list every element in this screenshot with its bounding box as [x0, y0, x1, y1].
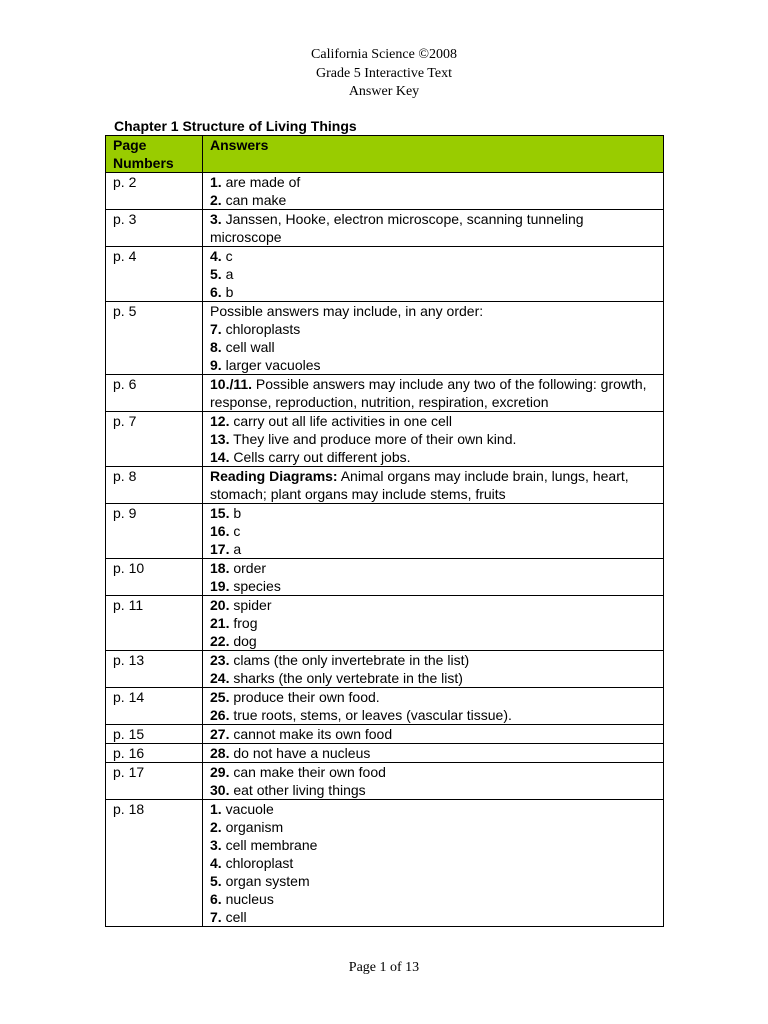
answer-text: c [229, 523, 241, 539]
page-number-cell: p. 11 [106, 596, 203, 651]
page-footer: Page 1 of 13 [348, 960, 420, 975]
answer-line [210, 247, 659, 265]
answer-number: 3. [210, 837, 222, 853]
answers-cell [203, 467, 664, 504]
answer-number: 30. [210, 782, 230, 798]
table-body [106, 173, 664, 927]
table-row [106, 173, 664, 210]
header-line-1: California Science ©2008 [311, 47, 457, 62]
answer-line [210, 522, 659, 540]
answer-text: eat other living things [229, 782, 366, 798]
answers-cell [203, 302, 664, 375]
answer-text: nucleus [221, 891, 274, 907]
answer-line [210, 191, 659, 209]
answer-line [210, 540, 659, 558]
answer-number: 22. [210, 633, 230, 649]
answer-line [210, 614, 659, 632]
answer-text: spider [229, 597, 272, 613]
table-row [106, 559, 664, 596]
answer-number: 7. [210, 909, 222, 925]
answers-cell [203, 800, 664, 927]
answer-text: do not have a nucleus [229, 745, 371, 761]
answer-line [210, 744, 659, 762]
answer-line [210, 265, 659, 283]
page-number-cell: p. 3 [106, 210, 203, 247]
answer-number: Reading Diagrams: [210, 468, 338, 484]
answers-cell [203, 247, 664, 302]
answers-cell [203, 725, 664, 744]
answers-cell [203, 173, 664, 210]
answer-text: vacuole [221, 801, 274, 817]
table-row [106, 800, 664, 927]
answer-text: Cells carry out different jobs. [229, 449, 411, 465]
answer-text: They live and produce more of their own kind. [229, 431, 517, 447]
answer-line [210, 375, 659, 411]
answer-text: chloroplasts [221, 321, 301, 337]
answer-line [210, 854, 659, 872]
answer-line [210, 412, 659, 430]
answers-cell [203, 744, 664, 763]
answers-cell [203, 763, 664, 800]
answer-text: a [229, 541, 242, 557]
answer-text: clams (the only invertebrate in the list) [229, 652, 470, 668]
answer-text: Animal organs may include brain, lungs, heart, stomach; plant organs may include stems, fruits [210, 468, 633, 502]
answers-cell [203, 504, 664, 559]
page-number-cell: p. 16 [106, 744, 203, 763]
answer-text: cell wall [221, 339, 275, 355]
answer-text: Janssen, Hooke, electron microscope, scanning tunneling microscope [210, 211, 588, 245]
answer-number: 13. [210, 431, 230, 447]
answer-text: carry out all life activities in one cell [229, 413, 453, 429]
page-number-cell: p. 9 [106, 504, 203, 559]
answer-number: 1. [210, 801, 222, 817]
table-row [106, 375, 664, 412]
answer-number: 17. [210, 541, 230, 557]
answer-number: 28. [210, 745, 230, 761]
answer-text: a [221, 266, 234, 282]
table-row [106, 504, 664, 559]
answer-number: 24. [210, 670, 230, 686]
answer-number: 2. [210, 192, 222, 208]
answer-number: 5. [210, 266, 222, 282]
answer-text: dog [229, 633, 257, 649]
answer-number: 20. [210, 597, 230, 613]
answer-number: 4. [210, 248, 222, 264]
answers-cell [203, 559, 664, 596]
answer-line [210, 632, 659, 650]
answer-line [210, 559, 659, 577]
answer-line [210, 596, 659, 614]
answer-text: b [221, 284, 234, 300]
answer-text: can make their own food [229, 764, 386, 780]
answer-line [210, 872, 659, 890]
answer-line [210, 430, 659, 448]
answer-text: Possible answers may include any two of the following: growth, response, reproduction, nutrition, respiration, excretion [210, 376, 651, 410]
answer-number: 5. [210, 873, 222, 889]
answer-text: organism [221, 819, 284, 835]
answer-line [210, 688, 659, 706]
answer-number: 26. [210, 707, 230, 723]
answers-cell [203, 412, 664, 467]
answer-number: 21. [210, 615, 230, 631]
answer-number: 15. [210, 505, 230, 521]
table-row [106, 596, 664, 651]
answer-line [210, 356, 659, 374]
table-row [106, 688, 664, 725]
answers-cell [203, 596, 664, 651]
header-line-2: Grade 5 Interactive Text [316, 65, 452, 81]
answer-number: 4. [210, 855, 222, 871]
answer-number: 9. [210, 357, 222, 373]
answer-text: b [229, 505, 242, 521]
answer-number: 25. [210, 689, 230, 705]
page-number-cell: p. 13 [106, 651, 203, 688]
header-answers: Answers [203, 136, 664, 173]
answer-number: 1. [210, 174, 222, 190]
answer-table [105, 135, 664, 927]
table-row [106, 210, 664, 247]
answer-line [210, 706, 659, 724]
answer-number: 7. [210, 321, 222, 337]
answer-line [210, 669, 659, 687]
page-number-cell: p. 8 [106, 467, 203, 504]
chapter-title: Chapter 1 Structure of Living Things [114, 118, 357, 134]
table-row [106, 651, 664, 688]
answer-text: are made of [221, 174, 301, 190]
answer-text: c [221, 248, 233, 264]
answer-line [210, 283, 659, 301]
header-page-numbers: Page Numbers [106, 136, 203, 173]
answer-number: 16. [210, 523, 230, 539]
page-number-cell: p. 10 [106, 559, 203, 596]
header-line-3: Answer Key [348, 84, 420, 99]
answer-text: cannot make its own food [229, 726, 393, 742]
answers-cell [203, 688, 664, 725]
table-row [106, 725, 664, 744]
answer-line [210, 890, 659, 908]
table-row [106, 247, 664, 302]
answer-line [210, 173, 659, 191]
answers-cell [203, 651, 664, 688]
answer-number: 27. [210, 726, 230, 742]
table-row [106, 467, 664, 504]
answer-line [210, 448, 659, 466]
answer-number: 6. [210, 284, 222, 300]
answer-line [210, 763, 659, 781]
answer-line [210, 338, 659, 356]
answers-cell [203, 210, 664, 247]
document-header [0, 46, 768, 102]
answer-line [210, 651, 659, 669]
answer-number: 6. [210, 891, 222, 907]
page-number-cell: p. 2 [106, 173, 203, 210]
answers-cell [203, 375, 664, 412]
answer-number: 23. [210, 652, 230, 668]
answer-text: Possible answers may include, in any order: [210, 303, 484, 319]
answer-text: sharks (the only vertebrate in the list) [229, 670, 463, 686]
answer-number: 8. [210, 339, 222, 355]
answer-text: true roots, stems, or leaves (vascular tissue). [229, 707, 512, 723]
answer-line [210, 908, 659, 926]
answer-line [210, 818, 659, 836]
answer-text: organ system [221, 873, 310, 889]
answer-line [210, 210, 659, 246]
page-number-cell: p. 18 [106, 800, 203, 927]
answer-text: species [229, 578, 281, 594]
answer-number: 19. [210, 578, 230, 594]
answer-line [210, 504, 659, 522]
table-header-row [106, 136, 664, 173]
answer-line [210, 302, 659, 320]
answer-number: 12. [210, 413, 230, 429]
answer-line [210, 781, 659, 799]
page-number-cell: p. 5 [106, 302, 203, 375]
answer-text: cell [221, 909, 247, 925]
answer-line [210, 725, 659, 743]
answer-number: 3. [210, 211, 222, 227]
answer-text: produce their own food. [229, 689, 380, 705]
answer-number: 14. [210, 449, 230, 465]
answer-text: order [229, 560, 267, 576]
answer-text: larger vacuoles [221, 357, 321, 373]
answer-number: 18. [210, 560, 230, 576]
table-row [106, 302, 664, 375]
answer-text: frog [229, 615, 258, 631]
answer-number: 29. [210, 764, 230, 780]
answer-line [210, 577, 659, 595]
page-number-cell: p. 6 [106, 375, 203, 412]
table-row [106, 763, 664, 800]
table-row [106, 412, 664, 467]
answer-text: chloroplast [221, 855, 294, 871]
answer-text: can make [221, 192, 287, 208]
answer-line [210, 467, 659, 503]
table-row [106, 744, 664, 763]
answer-number: 10./11. [210, 376, 253, 392]
page-number-cell: p. 14 [106, 688, 203, 725]
page-number-cell: p. 7 [106, 412, 203, 467]
answer-line [210, 320, 659, 338]
page-number-cell: p. 17 [106, 763, 203, 800]
page-number-cell: p. 4 [106, 247, 203, 302]
page-number-cell: p. 15 [106, 725, 203, 744]
answer-number: 2. [210, 819, 222, 835]
answer-line [210, 836, 659, 854]
answer-text: cell membrane [221, 837, 318, 853]
answer-line [210, 800, 659, 818]
